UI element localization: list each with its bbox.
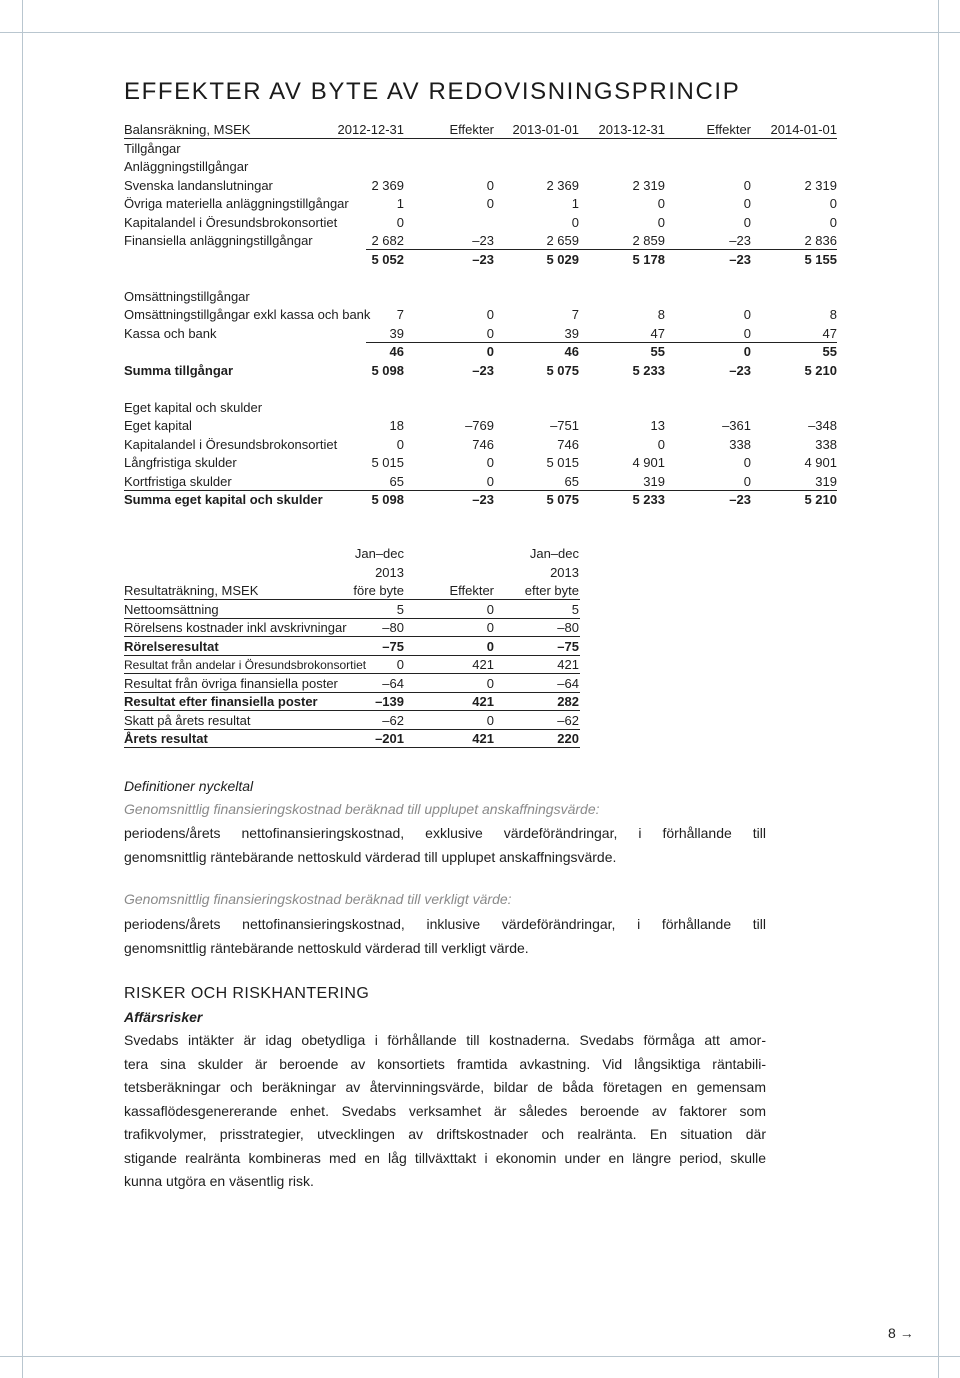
income-row xyxy=(124,693,580,711)
balance-row xyxy=(124,177,837,195)
definition-2-line-2: genomsnittlig räntebärande nettoskuld värderad till verkligt värde. xyxy=(124,939,529,956)
income-cell: 0 xyxy=(486,638,494,654)
balance-cell: 2 836 xyxy=(804,233,837,248)
balance-cell: 47 xyxy=(650,325,665,341)
balance-cell: 746 xyxy=(472,436,494,452)
balance-row xyxy=(124,362,837,380)
balance-row xyxy=(124,195,837,213)
balance-cell: 5 178 xyxy=(632,251,665,267)
income-head-mid-col3: 2013 xyxy=(550,564,579,580)
balance-row xyxy=(124,454,837,472)
income-head-top-row xyxy=(124,545,580,563)
income-cell: –62 xyxy=(382,712,404,728)
balance-row-label: Summa tillgångar xyxy=(124,362,234,378)
balance-cell: 5 075 xyxy=(546,362,579,378)
income-header-row xyxy=(124,582,580,600)
income-cell: –139 xyxy=(375,694,404,709)
risks-line: tera sina skulder är beroende av konsortiets framtida avkastning. Vid långsiktiga räntabili- xyxy=(124,1055,766,1072)
balance-row xyxy=(124,473,837,491)
balance-cell: 2 369 xyxy=(371,177,404,193)
balance-row xyxy=(124,251,837,269)
income-row-label: Resultat efter finansiella poster xyxy=(124,694,318,709)
balance-cell: 338 xyxy=(729,436,751,452)
income-cell: 0 xyxy=(486,675,494,691)
balance-row-label: Finansiella anläggningstillgångar xyxy=(124,233,313,248)
balance-row-label: Omsättningstillgångar xyxy=(124,288,250,304)
balance-cell: 7 xyxy=(571,307,579,322)
balance-row-label: Summa eget kapital och skulder xyxy=(124,492,323,507)
balance-cell: 0 xyxy=(829,196,837,211)
balance-row xyxy=(124,232,837,250)
balance-cell: 2 319 xyxy=(804,177,837,193)
right-frame-line xyxy=(938,0,939,1378)
balance-cell: 2 319 xyxy=(632,177,665,193)
balance-cell: 0 xyxy=(486,177,494,193)
definition-1-text xyxy=(124,822,766,869)
balance-cell: 0 xyxy=(743,473,751,489)
balance-row xyxy=(124,436,837,454)
balance-cell: 319 xyxy=(815,473,837,489)
balance-row xyxy=(124,325,837,343)
balance-row xyxy=(124,491,837,509)
balance-cell: 65 xyxy=(389,473,404,489)
balance-header-row xyxy=(124,121,837,139)
balance-header-col5: Effekter xyxy=(706,122,751,137)
risks-line: tetsberäkningar och beräkningar av återvinningsvärde, bildar de båda företagen en gemensam xyxy=(124,1079,766,1095)
balance-row xyxy=(124,417,837,435)
income-cell: –75 xyxy=(382,638,404,654)
balance-row xyxy=(124,214,837,232)
income-cell: –75 xyxy=(557,638,579,654)
balance-row-label: Kortfristiga skulder xyxy=(124,473,232,489)
balance-cell: –23 xyxy=(472,362,494,378)
balance-row xyxy=(124,399,837,417)
balance-cell: 0 xyxy=(743,214,751,230)
balance-cell: 18 xyxy=(389,418,404,433)
balance-row xyxy=(124,343,837,361)
income-row xyxy=(124,712,580,730)
balance-cell: 5 233 xyxy=(632,492,665,507)
balance-cell: 746 xyxy=(557,436,579,452)
balance-cell: 0 xyxy=(657,214,665,230)
balance-cell: 55 xyxy=(650,344,665,359)
balance-row xyxy=(124,288,837,306)
balance-cell: 1 xyxy=(571,196,579,211)
balance-row-label: Kassa och bank xyxy=(124,325,217,341)
income-cell: –62 xyxy=(557,712,579,728)
balance-row xyxy=(124,140,837,158)
balance-cell: 7 xyxy=(396,307,404,322)
balance-cell: 0 xyxy=(657,196,665,211)
risks-paragraph xyxy=(124,1029,766,1194)
balance-cell: 0 xyxy=(571,214,579,230)
next-arrow-icon: → xyxy=(899,1325,914,1341)
income-row-label: Resultat från övriga finansiella poster xyxy=(124,675,338,691)
page-number-value: 8 xyxy=(888,1325,896,1341)
balance-cell: 0 xyxy=(486,473,494,489)
income-head-mid-row xyxy=(124,564,580,582)
income-row xyxy=(124,730,580,748)
definition-1-subtitle: Genomsnittlig finansieringskostnad beräknad till upplupet anskaffningsvärde: xyxy=(124,801,600,817)
income-row xyxy=(124,638,580,656)
income-cell: 421 xyxy=(472,694,494,709)
income-cell: 421 xyxy=(472,731,494,746)
page-number xyxy=(888,1325,914,1341)
balance-cell: 5 015 xyxy=(371,455,404,470)
income-row xyxy=(124,619,580,637)
income-header-col2: Effekter xyxy=(449,583,494,598)
balance-cell: 0 xyxy=(743,344,751,359)
balance-cell: 65 xyxy=(564,473,579,489)
balance-cell: 0 xyxy=(396,214,404,230)
balance-cell: 5 155 xyxy=(804,251,837,267)
balance-cell: –751 xyxy=(550,418,579,433)
balance-cell: 1 xyxy=(396,196,404,211)
income-head-top-col1: Jan–dec xyxy=(354,546,404,561)
income-cell: –64 xyxy=(557,675,579,691)
income-rule xyxy=(124,747,580,748)
income-cell: 421 xyxy=(472,657,494,672)
income-row xyxy=(124,675,580,693)
top-frame-line xyxy=(0,32,960,33)
income-cell: 5 xyxy=(571,601,579,617)
balance-cell: 47 xyxy=(822,325,837,341)
balance-cell: –23 xyxy=(729,362,751,378)
balance-cell: 2 369 xyxy=(546,177,579,193)
balance-cell: 46 xyxy=(389,344,404,359)
risks-line: kunna utgöra en väsentlig risk. xyxy=(124,1173,314,1189)
balance-cell: 0 xyxy=(743,196,751,211)
balance-row-label: Anläggningstillgångar xyxy=(124,159,249,174)
balance-cell: 8 xyxy=(829,307,837,322)
income-cell: 282 xyxy=(557,694,579,709)
balance-cell: 0 xyxy=(396,436,404,452)
balance-row xyxy=(124,158,837,176)
balance-cell: 5 233 xyxy=(632,362,665,378)
balance-row-label: Kapitalandel i Öresundsbrokonsortiet xyxy=(124,436,338,452)
balance-cell: –23 xyxy=(729,233,751,248)
balance-cell: 4 901 xyxy=(804,455,837,470)
balance-cell: 0 xyxy=(743,325,751,341)
balance-cell: 0 xyxy=(743,307,751,322)
balance-row-label: Långfristiga skulder xyxy=(124,455,237,470)
balance-cell: –23 xyxy=(472,251,494,267)
balance-cell: 2 659 xyxy=(546,233,579,248)
balance-header-label: Balansräkning, MSEK xyxy=(124,122,251,137)
balance-cell: 0 xyxy=(486,344,494,359)
balance-row-label: Svenska landanslutningar xyxy=(124,177,273,193)
balance-row-label: Eget kapital och skulder xyxy=(124,399,263,415)
income-row xyxy=(124,656,580,674)
balance-cell: –23 xyxy=(729,251,751,267)
balance-cell: 5 098 xyxy=(371,492,404,507)
page-title: EFFEKTER AV BYTE AV REDOVISNINGSPRINCIP xyxy=(124,78,741,105)
balance-cell: –348 xyxy=(808,418,837,433)
balance-header-col1: 2012-12-31 xyxy=(337,122,404,137)
balance-cell: –23 xyxy=(729,492,751,507)
income-cell: –80 xyxy=(557,620,579,635)
income-row-label: Nettoomsättning xyxy=(124,601,219,617)
income-cell: 0 xyxy=(486,620,494,635)
income-cell: 421 xyxy=(557,657,579,672)
balance-cell: 55 xyxy=(822,344,837,359)
risks-subheading: Affärsrisker xyxy=(124,1009,203,1025)
definition-1-line-1: periodens/årets nettofinansieringskostnad, exklusive värdeförändringar, i förhållande till xyxy=(124,825,766,841)
balance-cell: 319 xyxy=(643,473,665,489)
balance-header-col6: 2014-01-01 xyxy=(770,122,837,137)
balance-cell: –361 xyxy=(722,418,751,433)
risks-line: Svedabs intäkter är idag obetydliga i förhållande till kostnaderna. Svedabs förmåga att amor- xyxy=(124,1032,766,1048)
risks-heading: RISKER OCH RISKHANTERING xyxy=(124,985,370,1002)
balance-cell: 5 210 xyxy=(804,362,837,378)
left-frame-line xyxy=(22,0,23,1378)
definition-2-text xyxy=(124,913,766,960)
income-cell: 0 xyxy=(486,712,494,728)
income-head-mid-col1: 2013 xyxy=(375,564,404,580)
balance-row-label: Tillgångar xyxy=(124,140,181,156)
balance-cell: 5 098 xyxy=(371,362,404,378)
balance-cell: 4 901 xyxy=(632,455,665,470)
balance-cell: 0 xyxy=(743,177,751,193)
risks-line: trafikvolymer, prisstrategier, utvecklingen av driftskostnader och realränta. En situation där xyxy=(124,1126,766,1142)
balance-row-label: Övriga materiella anläggningstillgångar xyxy=(124,196,349,211)
income-head-top-col3: Jan–dec xyxy=(529,546,579,561)
income-cell: 5 xyxy=(396,601,404,617)
balance-cell: 5 052 xyxy=(371,251,404,267)
risks-line: kassaflödesgenererande enhet. Svedabs verksamhet är således beroende av faktorer som xyxy=(124,1102,766,1119)
balance-cell: 5 210 xyxy=(804,492,837,507)
definition-1-line-2: genomsnittlig räntebärande nettoskuld värderad till upplupet anskaffningsvärde. xyxy=(124,848,617,865)
balance-row-label: Omsättningstillgångar exkl kassa och bank xyxy=(124,307,371,322)
bottom-frame-line xyxy=(0,1356,960,1357)
balance-row-label: Kapitalandel i Öresundsbrokonsortiet xyxy=(124,214,338,230)
balance-cell: 0 xyxy=(829,214,837,230)
income-cell: 0 xyxy=(486,601,494,617)
balance-cell: 5 015 xyxy=(546,455,579,470)
income-header-label: Resultaträkning, MSEK xyxy=(124,583,259,598)
balance-cell: 2 859 xyxy=(632,233,665,248)
balance-cell: 0 xyxy=(486,196,494,211)
balance-cell: 8 xyxy=(657,307,665,322)
balance-cell: 39 xyxy=(564,325,579,341)
balance-header-col4: 2013-12-31 xyxy=(598,122,665,137)
balance-header-col2: Effekter xyxy=(449,122,494,137)
balance-cell: 0 xyxy=(486,455,494,470)
definitions-title: Definitioner nyckeltal xyxy=(124,778,254,794)
balance-cell: 0 xyxy=(657,436,665,452)
income-cell: 220 xyxy=(557,731,579,746)
balance-cell: 13 xyxy=(650,418,665,433)
income-cell: –80 xyxy=(382,620,404,635)
income-row-label: Rörelseresultat xyxy=(124,638,219,654)
balance-cell: 46 xyxy=(564,344,579,359)
balance-cell: 5 075 xyxy=(546,492,579,507)
balance-cell: –769 xyxy=(465,418,494,433)
balance-cell: 2 682 xyxy=(371,233,404,248)
balance-cell: –23 xyxy=(472,233,494,248)
balance-cell: –23 xyxy=(472,492,494,507)
balance-row-label: Eget kapital xyxy=(124,418,192,433)
balance-header-col3: 2013-01-01 xyxy=(512,122,579,137)
income-cell: 0 xyxy=(396,657,404,672)
income-cell: –64 xyxy=(382,675,404,691)
income-row-label: Skatt på årets resultat xyxy=(124,712,251,728)
income-row-label: Rörelsens kostnader inkl avskrivningar xyxy=(124,620,347,635)
income-header-col3: efter byte xyxy=(524,583,579,598)
balance-cell: 39 xyxy=(389,325,404,341)
balance-cell: 5 029 xyxy=(546,251,579,267)
risks-line: stigande realränta kombineras med en låg tillväxttakt i ekonomin under en längre period, skulle xyxy=(124,1149,766,1166)
income-row xyxy=(124,601,580,619)
definition-2-line-1: periodens/årets nettofinansieringskostnad, inklusive värdeförändringar, i förhållande till xyxy=(124,916,766,932)
income-row-label: Årets resultat xyxy=(124,731,208,746)
income-row-label: Resultat från andelar i Öresundsbrokonsortiet xyxy=(124,658,367,672)
balance-cell: 338 xyxy=(815,436,837,452)
income-cell: –201 xyxy=(375,731,404,746)
definition-2-subtitle: Genomsnittlig finansieringskostnad beräknad till verkligt värde: xyxy=(124,891,512,907)
income-header-col1: före byte xyxy=(353,583,404,598)
balance-cell: 0 xyxy=(743,455,751,470)
balance-cell: 0 xyxy=(486,325,494,341)
balance-cell: 0 xyxy=(486,307,494,322)
balance-row xyxy=(124,306,837,324)
